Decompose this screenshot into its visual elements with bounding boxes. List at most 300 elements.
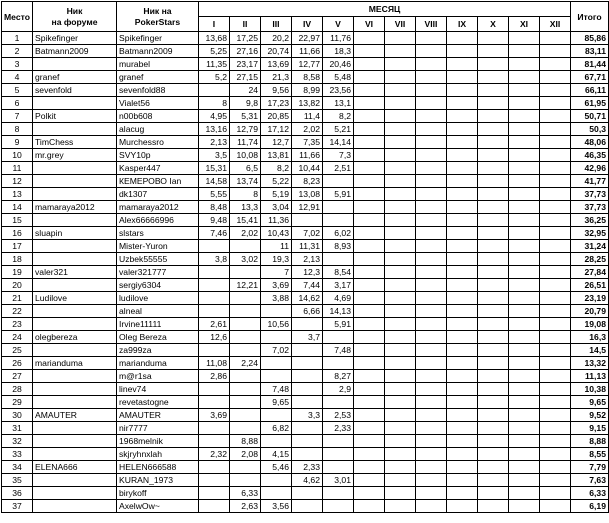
- ps-nick-cell: KURAN_1973: [117, 474, 199, 487]
- ps-nick-cell: nir7777: [117, 422, 199, 435]
- month-value-cell: [447, 409, 478, 422]
- month-value-cell: [540, 162, 571, 175]
- forum-nick-cell: [33, 123, 117, 136]
- month-value-cell: [385, 227, 416, 240]
- month-value-cell: [540, 149, 571, 162]
- ps-nick-cell: skjryhnxlah: [117, 448, 199, 461]
- table-row: [2, 357, 609, 370]
- forum-nick-cell: [33, 344, 117, 357]
- forum-nick-cell: mr.grey: [33, 149, 117, 162]
- month-value-cell: 3,69: [199, 409, 230, 422]
- month-value-cell: [478, 357, 509, 370]
- month-value-cell: [447, 292, 478, 305]
- month-value-cell: 3,3: [292, 409, 323, 422]
- month-value-cell: 5,19: [261, 188, 292, 201]
- month-value-cell: 10,43: [261, 227, 292, 240]
- month-value-cell: 3,69: [261, 279, 292, 292]
- month-value-cell: [354, 162, 385, 175]
- month-value-cell: 11,74: [230, 136, 261, 149]
- month-value-cell: [416, 110, 447, 123]
- month-value-cell: [416, 266, 447, 279]
- month-value-cell: 10,08: [230, 149, 261, 162]
- month-value-cell: [385, 188, 416, 201]
- month-value-cell: [354, 188, 385, 201]
- month-value-cell: [385, 32, 416, 45]
- table-row: [2, 175, 609, 188]
- total-cell: 50,71: [571, 110, 609, 123]
- month-value-cell: [509, 292, 540, 305]
- month-value-cell: [447, 344, 478, 357]
- month-value-cell: [447, 461, 478, 474]
- ps-nick-cell: Irvine11111: [117, 318, 199, 331]
- month-value-cell: 7,46: [199, 227, 230, 240]
- month-value-cell: 17,25: [230, 32, 261, 45]
- month-value-cell: [354, 487, 385, 500]
- table-row: [2, 305, 609, 318]
- ps-nick-cell: sergiy6304: [117, 279, 199, 292]
- month-value-cell: 13,16: [199, 123, 230, 136]
- month-value-cell: [261, 305, 292, 318]
- month-value-cell: [199, 435, 230, 448]
- place-cell: 36: [2, 487, 33, 500]
- month-value-cell: [416, 409, 447, 422]
- month-value-cell: [199, 396, 230, 409]
- month-value-cell: [540, 240, 571, 253]
- forum-nick-cell: granef: [33, 71, 117, 84]
- forum-nick-cell: [33, 58, 117, 71]
- month-value-cell: [323, 175, 354, 188]
- month-value-cell: [416, 136, 447, 149]
- month-value-cell: [354, 318, 385, 331]
- month-value-cell: [416, 188, 447, 201]
- table-row: [2, 240, 609, 253]
- month-value-cell: [385, 305, 416, 318]
- month-value-cell: [354, 500, 385, 513]
- month-value-cell: [292, 370, 323, 383]
- month-value-cell: 6,82: [261, 422, 292, 435]
- month-value-cell: [385, 253, 416, 266]
- month-value-cell: [478, 240, 509, 253]
- month-value-cell: [540, 279, 571, 292]
- place-cell: 28: [2, 383, 33, 396]
- month-value-cell: [509, 318, 540, 331]
- month-value-cell: [447, 97, 478, 110]
- ps-nick-cell: Kasper447: [117, 162, 199, 175]
- month-value-cell: [478, 97, 509, 110]
- month-value-cell: [323, 396, 354, 409]
- month-value-cell: [385, 448, 416, 461]
- month-value-cell: 2,13: [292, 253, 323, 266]
- total-cell: 46,35: [571, 149, 609, 162]
- month-value-cell: [230, 396, 261, 409]
- header-month-col: VIII: [416, 17, 447, 32]
- month-value-cell: [540, 344, 571, 357]
- table-row: [2, 123, 609, 136]
- month-value-cell: 2,53: [323, 409, 354, 422]
- ps-nick-cell: valer321777: [117, 266, 199, 279]
- month-value-cell: [354, 370, 385, 383]
- ps-nick-cell: Spikefinger: [117, 32, 199, 45]
- month-value-cell: [199, 383, 230, 396]
- month-value-cell: 8,88: [230, 435, 261, 448]
- month-value-cell: 10,44: [292, 162, 323, 175]
- total-cell: 31,24: [571, 240, 609, 253]
- month-value-cell: [509, 266, 540, 279]
- header-total: Итого: [571, 2, 609, 32]
- month-value-cell: [478, 279, 509, 292]
- month-value-cell: 11: [261, 240, 292, 253]
- month-value-cell: [540, 318, 571, 331]
- month-value-cell: [447, 266, 478, 279]
- month-value-cell: 13,3: [230, 201, 261, 214]
- month-value-cell: [354, 227, 385, 240]
- total-cell: 41,77: [571, 175, 609, 188]
- forum-nick-cell: [33, 188, 117, 201]
- month-value-cell: 3,02: [230, 253, 261, 266]
- month-value-cell: [354, 71, 385, 84]
- month-value-cell: [509, 409, 540, 422]
- month-value-cell: 4,15: [261, 448, 292, 461]
- place-cell: 2: [2, 45, 33, 58]
- place-cell: 33: [2, 448, 33, 461]
- forum-nick-cell: [33, 162, 117, 175]
- month-value-cell: [292, 435, 323, 448]
- place-cell: 12: [2, 175, 33, 188]
- forum-nick-cell: olegbereza: [33, 331, 117, 344]
- month-value-cell: [540, 357, 571, 370]
- month-value-cell: 20,46: [323, 58, 354, 71]
- ps-nick-cell: Alex66666996: [117, 214, 199, 227]
- month-value-cell: [447, 331, 478, 344]
- month-value-cell: [540, 266, 571, 279]
- place-cell: 26: [2, 357, 33, 370]
- month-value-cell: [354, 110, 385, 123]
- forum-nick-cell: [33, 97, 117, 110]
- month-value-cell: [354, 422, 385, 435]
- ps-nick-cell: 1968melnik: [117, 435, 199, 448]
- month-value-cell: 20,74: [261, 45, 292, 58]
- table-row: [2, 201, 609, 214]
- month-value-cell: 2,13: [199, 136, 230, 149]
- month-value-cell: [416, 97, 447, 110]
- month-value-cell: [509, 188, 540, 201]
- month-value-cell: [416, 162, 447, 175]
- month-value-cell: 11,31: [292, 240, 323, 253]
- month-value-cell: 7: [261, 266, 292, 279]
- month-value-cell: [478, 435, 509, 448]
- month-value-cell: [199, 266, 230, 279]
- month-value-cell: 21,3: [261, 71, 292, 84]
- month-value-cell: [509, 331, 540, 344]
- month-value-cell: [478, 58, 509, 71]
- month-value-cell: 8: [230, 188, 261, 201]
- month-value-cell: [447, 357, 478, 370]
- total-cell: 83,11: [571, 45, 609, 58]
- month-value-cell: 3,04: [261, 201, 292, 214]
- month-value-cell: [385, 279, 416, 292]
- month-value-cell: [447, 435, 478, 448]
- month-value-cell: [416, 487, 447, 500]
- month-value-cell: [416, 45, 447, 58]
- ps-nick-cell: Mister-Yuron: [117, 240, 199, 253]
- month-value-cell: 6,5: [230, 162, 261, 175]
- place-cell: 25: [2, 344, 33, 357]
- ps-nick-cell: slstars: [117, 227, 199, 240]
- table-row: [2, 461, 609, 474]
- month-value-cell: [292, 344, 323, 357]
- forum-nick-cell: [33, 175, 117, 188]
- month-value-cell: [540, 253, 571, 266]
- month-value-cell: [261, 474, 292, 487]
- month-value-cell: [478, 396, 509, 409]
- month-value-cell: [385, 110, 416, 123]
- month-value-cell: [447, 149, 478, 162]
- forum-nick-cell: [33, 448, 117, 461]
- ps-nick-cell: marianduma: [117, 357, 199, 370]
- month-value-cell: [416, 201, 447, 214]
- month-value-cell: [447, 448, 478, 461]
- month-value-cell: 15,41: [230, 214, 261, 227]
- forum-nick-cell: [33, 500, 117, 513]
- month-value-cell: [199, 487, 230, 500]
- place-cell: 37: [2, 500, 33, 513]
- month-value-cell: [509, 305, 540, 318]
- month-value-cell: [509, 136, 540, 149]
- header-month-col: III: [261, 17, 292, 32]
- table-row: [2, 409, 609, 422]
- forum-nick-cell: [33, 240, 117, 253]
- month-value-cell: 13,08: [292, 188, 323, 201]
- month-value-cell: [323, 214, 354, 227]
- month-value-cell: [509, 448, 540, 461]
- month-value-cell: [478, 370, 509, 383]
- table-row: [2, 149, 609, 162]
- month-value-cell: [385, 318, 416, 331]
- month-value-cell: [323, 357, 354, 370]
- month-value-cell: [509, 461, 540, 474]
- month-value-cell: [540, 448, 571, 461]
- table-row: [2, 71, 609, 84]
- month-value-cell: [447, 383, 478, 396]
- month-value-cell: 7,02: [292, 227, 323, 240]
- month-value-cell: 5,21: [323, 123, 354, 136]
- forum-nick-cell: valer321: [33, 266, 117, 279]
- total-cell: 42,96: [571, 162, 609, 175]
- total-cell: 20,79: [571, 305, 609, 318]
- month-value-cell: 23,56: [323, 84, 354, 97]
- month-value-cell: [447, 318, 478, 331]
- month-value-cell: [385, 370, 416, 383]
- month-value-cell: [509, 84, 540, 97]
- header-forum-nick: [33, 2, 117, 32]
- month-value-cell: [230, 240, 261, 253]
- ps-nick-cell: AMAUTER: [117, 409, 199, 422]
- month-value-cell: [354, 136, 385, 149]
- month-value-cell: [199, 461, 230, 474]
- month-value-cell: [540, 370, 571, 383]
- month-value-cell: 13,81: [261, 149, 292, 162]
- month-value-cell: 22,97: [292, 32, 323, 45]
- total-cell: 36,25: [571, 214, 609, 227]
- rating-table: [1, 1, 609, 513]
- month-value-cell: [230, 383, 261, 396]
- forum-nick-cell: [33, 305, 117, 318]
- place-cell: 20: [2, 279, 33, 292]
- month-value-cell: [509, 149, 540, 162]
- month-value-cell: [354, 344, 385, 357]
- table-row: [2, 474, 609, 487]
- ps-nick-cell: n00b608: [117, 110, 199, 123]
- month-value-cell: [540, 71, 571, 84]
- month-value-cell: 13,1: [323, 97, 354, 110]
- month-value-cell: [540, 305, 571, 318]
- month-value-cell: [199, 500, 230, 513]
- month-value-cell: [292, 487, 323, 500]
- month-value-cell: [447, 84, 478, 97]
- month-value-cell: 2,24: [230, 357, 261, 370]
- month-value-cell: [509, 487, 540, 500]
- month-value-cell: [416, 318, 447, 331]
- month-value-cell: 8: [199, 97, 230, 110]
- month-value-cell: [385, 331, 416, 344]
- month-value-cell: [354, 123, 385, 136]
- place-cell: 16: [2, 227, 33, 240]
- table-row: [2, 344, 609, 357]
- header-month-col: I: [199, 17, 230, 32]
- month-value-cell: 14,62: [292, 292, 323, 305]
- month-value-cell: [354, 84, 385, 97]
- place-cell: 31: [2, 422, 33, 435]
- ps-nick-cell: revetastogne: [117, 396, 199, 409]
- month-value-cell: [354, 279, 385, 292]
- month-value-cell: 20,2: [261, 32, 292, 45]
- total-cell: 9,65: [571, 396, 609, 409]
- month-value-cell: 12,91: [292, 201, 323, 214]
- month-value-cell: 14,14: [323, 136, 354, 149]
- month-value-cell: [323, 201, 354, 214]
- month-value-cell: [354, 253, 385, 266]
- month-value-cell: [478, 149, 509, 162]
- month-value-cell: [323, 500, 354, 513]
- month-value-cell: [447, 370, 478, 383]
- month-value-cell: [354, 305, 385, 318]
- table-row: [2, 253, 609, 266]
- place-cell: 17: [2, 240, 33, 253]
- place-cell: 24: [2, 331, 33, 344]
- month-value-cell: [230, 305, 261, 318]
- place-cell: 32: [2, 435, 33, 448]
- month-value-cell: 8,48: [199, 201, 230, 214]
- month-value-cell: [509, 45, 540, 58]
- place-cell: 9: [2, 136, 33, 149]
- forum-nick-cell: Ludilove: [33, 292, 117, 305]
- month-value-cell: 2,08: [230, 448, 261, 461]
- month-value-cell: [416, 71, 447, 84]
- month-value-cell: [478, 123, 509, 136]
- month-value-cell: [261, 487, 292, 500]
- table-row: [2, 279, 609, 292]
- month-value-cell: [354, 396, 385, 409]
- month-value-cell: 20,85: [261, 110, 292, 123]
- month-value-cell: 3,56: [261, 500, 292, 513]
- month-value-cell: [478, 409, 509, 422]
- month-value-cell: [540, 422, 571, 435]
- month-value-cell: [509, 253, 540, 266]
- month-value-cell: [478, 45, 509, 58]
- header-month-col: XII: [540, 17, 571, 32]
- place-cell: 11: [2, 162, 33, 175]
- month-value-cell: [385, 344, 416, 357]
- place-cell: 34: [2, 461, 33, 474]
- total-cell: 67,71: [571, 71, 609, 84]
- month-value-cell: [261, 357, 292, 370]
- month-value-cell: 13,74: [230, 175, 261, 188]
- total-cell: 13,32: [571, 357, 609, 370]
- month-value-cell: 3,5: [199, 149, 230, 162]
- month-value-cell: 5,48: [323, 71, 354, 84]
- month-value-cell: [478, 162, 509, 175]
- header-month-col: XI: [509, 17, 540, 32]
- month-value-cell: [540, 136, 571, 149]
- month-value-cell: [416, 175, 447, 188]
- month-value-cell: [540, 292, 571, 305]
- month-value-cell: [540, 500, 571, 513]
- month-value-cell: 13,69: [261, 58, 292, 71]
- month-value-cell: [447, 214, 478, 227]
- month-value-cell: [354, 58, 385, 71]
- month-value-cell: [385, 201, 416, 214]
- month-value-cell: [416, 149, 447, 162]
- month-value-cell: 12,21: [230, 279, 261, 292]
- month-value-cell: [199, 292, 230, 305]
- total-cell: 50,3: [571, 123, 609, 136]
- total-cell: 14,5: [571, 344, 609, 357]
- month-value-cell: 9,65: [261, 396, 292, 409]
- month-value-cell: [354, 461, 385, 474]
- month-value-cell: [540, 58, 571, 71]
- month-value-cell: 12,6: [199, 331, 230, 344]
- month-value-cell: [261, 370, 292, 383]
- month-value-cell: 2,9: [323, 383, 354, 396]
- month-value-cell: [509, 32, 540, 45]
- month-value-cell: [416, 357, 447, 370]
- month-value-cell: [354, 474, 385, 487]
- month-value-cell: 2,32: [199, 448, 230, 461]
- month-value-cell: 3,88: [261, 292, 292, 305]
- month-value-cell: [354, 331, 385, 344]
- total-cell: 26,51: [571, 279, 609, 292]
- month-value-cell: 6,33: [230, 487, 261, 500]
- month-value-cell: [385, 357, 416, 370]
- month-value-cell: [509, 435, 540, 448]
- table-row: [2, 214, 609, 227]
- forum-nick-cell: Spikefinger: [33, 32, 117, 45]
- month-value-cell: [509, 71, 540, 84]
- place-cell: 35: [2, 474, 33, 487]
- table-row: [2, 448, 609, 461]
- month-value-cell: [478, 292, 509, 305]
- month-value-cell: [540, 175, 571, 188]
- place-cell: 21: [2, 292, 33, 305]
- month-value-cell: 8,99: [292, 84, 323, 97]
- month-value-cell: [385, 422, 416, 435]
- place-cell: 6: [2, 97, 33, 110]
- month-value-cell: [540, 331, 571, 344]
- month-value-cell: [478, 227, 509, 240]
- month-value-cell: 6,02: [323, 227, 354, 240]
- month-value-cell: 4,69: [323, 292, 354, 305]
- ps-nick-cell: КЕМЕРОВО Ian: [117, 175, 199, 188]
